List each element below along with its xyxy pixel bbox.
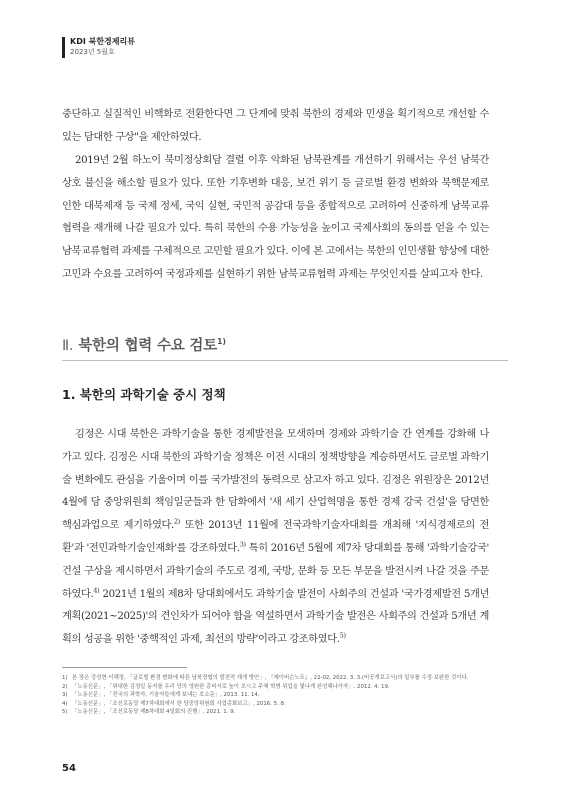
footnote-text: 「노동신문」, 「전국의 과학자, 기술자들에게 보내는 호소문」, 2013. 11. 14. [72, 692, 260, 699]
section-heading [62, 334, 226, 355]
footnote [62, 674, 502, 683]
footnote-text: 본 장은 강성현·이해정, 「글로벌 환경 변화에 따른 남북경협의 발전적 재개 방안」, 『제이비슨노트』, 22-02, 2022. 3. 3.(비공개보고서)의 일부를 수정·보완한 것이다. [72, 675, 469, 681]
footnote [62, 691, 502, 700]
body-paragraph [62, 424, 489, 652]
section-footnote-ref: 1) [217, 337, 226, 347]
footnotes [62, 674, 502, 717]
footnote [62, 683, 502, 692]
footnote-ref-4: 4) [93, 586, 100, 595]
footnote-number: 4) [62, 700, 68, 707]
intro-paragraph-text: 2019년 2월 하노이 북미정상회담 결렬 이후 악화된 남북관계를 개선하기 위해서는 우선 남북간 상호 불신을 해소할 필요가 있다. 또한 기후변화 대응, 보건 위기 등 글로벌 환경 변화와 북핵문제로 인한 대북제재 등 국제 정세, 국익 실현, 국민적 공감대 등을 종합적으로 고려하여 신중하게 남북교류협력을 재개해 나갈 필요가 있다. 특히 북한의 수용 가능성을 높이고 국제사회의 동의를 얻을 수 있는 남북교류협력 과제를 구체적으로 고민할 필요가 있다. 이에 본 고에서는 북한의 인민생활 향상에 대한 고민과 수요를 고려하여 국정과제를 실현하기 위한 남북교류협력 과제는 무엇인지를 살피고자 한다. [62, 155, 489, 280]
footnote-ref-3: 3) [239, 540, 246, 549]
subsection-heading: 1. 북한의 과학기술 중시 정책 [62, 387, 226, 402]
footnote-number: 1) [62, 675, 68, 681]
footnote-ref-5: 5) [339, 631, 346, 640]
body-sentence-4: 2021년 1월의 제8차 당대회에서도 과학기술 발전이 사회주의 건설과 '국가경제발전 5개년 계획(2021~2025)'의 견인차가 되어야 함을 역설하면서 과학기술 발전은 사회주의 건설과 5개년 계획의 성공을 위한 '중핵적인 과제, 최선의 방략'이라고 강조하였다. [62, 588, 489, 646]
footnote-text: 「노동신문」, 「조선로동당 제8차대회 4일회의 진행」, 2021. 1. 9. [72, 709, 236, 716]
body-sentence-3: 특히 2016년 5월에 제7차 당대회를 통해 '과학기술강국' 건설 구상을 제시하면서 과학기술의 주도로 경제, 국방, 문화 등 모든 부문을 발전시켜 나갈 것을 주문하였다. [62, 542, 489, 600]
footnote-number: 2) [62, 683, 68, 690]
footnote-number: 5) [62, 709, 68, 716]
issue-date: 2023년 5월호 [70, 48, 115, 56]
footnote-number: 3) [62, 692, 68, 699]
footnote-text: 「노동신문」, 「조선로동당 제7차대회에서 한 당중앙위원회 사업총화보고」, 2016. 5. 8. [72, 700, 286, 707]
intro-paragraph-continued: 중단하고 실질적인 비핵화로 전환한다면 그 단계에 맞춰 북한의 경제와 민생을 획기적으로 개선할 수 있는 담대한 구상"을 제안하였다. [62, 109, 489, 143]
section-title: 북한의 협력 수요 검토 [78, 338, 218, 354]
footnote-divider [62, 667, 187, 668]
footnote [62, 708, 502, 717]
journal-title: KDI 북한경제리뷰 [70, 37, 135, 46]
section-divider [62, 360, 508, 361]
footnote-ref-2: 2) [173, 517, 180, 526]
section-numeral: Ⅱ. [62, 338, 74, 354]
footnote [62, 700, 502, 709]
body-sentence-2: 또한 2013년 11월에 전국과학기술자대회를 개최해 '지식경제로의 전환'과 '전민과학기술인재화'를 강조하였다. [62, 520, 490, 554]
intro-paragraph [62, 150, 489, 287]
header-accent-bar [62, 37, 65, 58]
footnote-text: 「노동신문」, 「위대한 김정일 동지를 우리 당의 영원한 총비서로 높이 모시고 주체 혁명 위업을 빛나게 완성해나가자」, 2012. 4. 19. [72, 683, 390, 690]
page-number: 54 [62, 763, 76, 774]
body-sentence-1: 김정은 시대 북한은 과학기술을 통한 경제발전을 모색하며 경제와 과학기술 간 연계를 강화해 나가고 있다. 김정은 시대 북한의 과학기술 정책은 이전 시대의 정책방향을 계승하면서도 글로벌 과학기술 변화에도 관심을 기울이며 이를 국가발전의 동력으로 삼고자 하고 있다. 김정은 위원장은 2012년 4월에 당 중앙위원회 책임일군들과 한 담화에서 '새 세기 산업혁명을 통한 경제 강국 건설'을 당면한 핵심과업으로 제기하였다. [62, 429, 489, 532]
